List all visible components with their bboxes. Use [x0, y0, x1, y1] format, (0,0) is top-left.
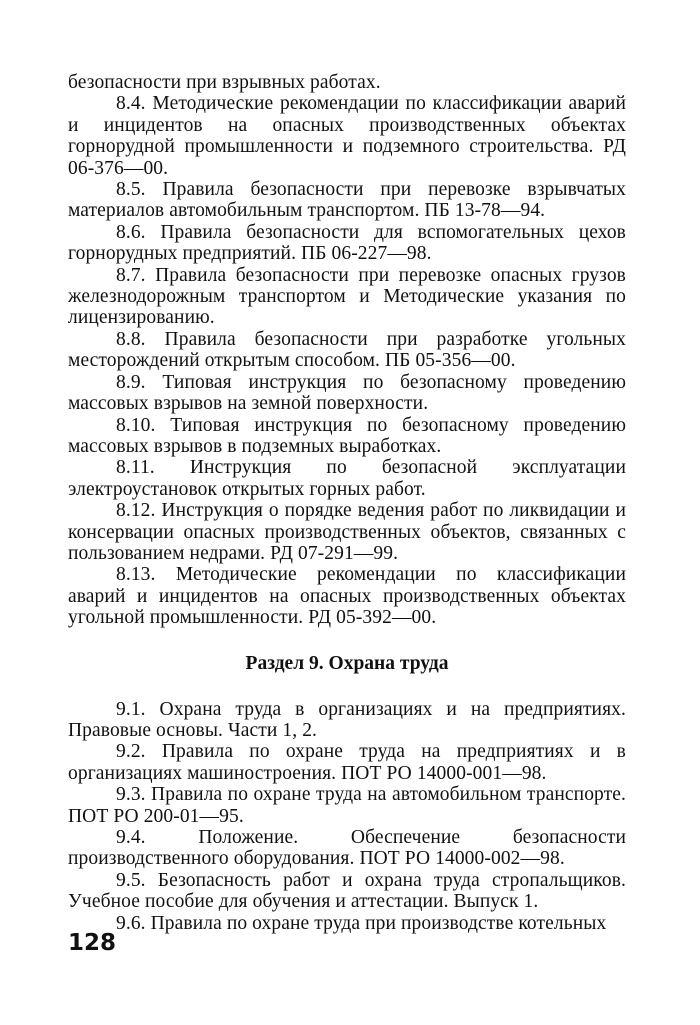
list-item-8-5: 8.5. Правила безопасности при перевозке взрывчатых материалов автомобильным транспортом. ПБ 13-78—94.: [68, 179, 626, 222]
list-item-9-3: 9.3. Правила по охране труда на автомобильном транспорте. ПОТ РО 200-01—95.: [68, 784, 626, 827]
list-item-8-8: 8.8. Правила безопасности при разработке угольных месторождений открытым способом. ПБ 05-356—00.: [68, 328, 626, 372]
list-item-8-12: 8.12. Инструкция о порядке ведения работ по ликвидации и консервации опасных производственных объектов, связанных с пользованием недрами. РД 07-291—99.: [68, 500, 626, 564]
list-item-8-11: 8.11. Инструкция по безопасной эксплуатации электроустановок открытых горных работ.: [68, 457, 626, 500]
section-heading: Раздел 9. Охрана труда: [245, 652, 449, 674]
list-item-9-5: 9.5. Безопасность работ и охрана труда стропальщиков. Учебное пособие для обучения и аттестации. Выпуск 1.: [68, 869, 626, 913]
list-item-8-4: 8.4. Методические рекомендации по классификации аварий и инцидентов на опасных производственных объектах горнорудной промышленности и подземного строительства. РД 06-376—00.: [68, 93, 626, 179]
list-item-8-6: 8.6. Правила безопасности для вспомогательных цехов горнорудных предприятий. ПБ 06-227—98.: [68, 221, 626, 265]
document-page: [68, 72, 626, 934]
list-item-8-7: 8.7. Правила безопасности при перевозке опасных грузов железнодорожным транспортом и Методические указания по лицензированию.: [68, 264, 626, 329]
list-item-8-13: 8.13. Методические рекомендации по классификации аварий и инцидентов на опасных производственных объектах угольной промышленности. РД 05-392—00.: [68, 564, 626, 629]
list-item-9-2: 9.2. Правила по охране труда на предприятиях и в организациях машиностроения. ПОТ РО 14000-001—98.: [68, 741, 626, 784]
list-item-9-4: 9.4. Положение. Обеспечение безопасности производственного оборудования. ПОТ РО 14000-002—98.: [68, 827, 626, 870]
list-item-9-1: 9.1. Охрана труда в организациях и на предприятиях. Правовые основы. Части 1, 2.: [68, 698, 626, 741]
list-item-8-10: 8.10. Типовая инструкция по безопасному проведению массовых взрывов в подземных выработках.: [68, 414, 626, 457]
page-number: 128: [68, 930, 117, 956]
paragraph-continuation: безопасности при взрывных работах.: [68, 72, 381, 93]
list-item-8-9: 8.9. Типовая инструкция по безопасному проведению массовых взрывов на земной поверхности.: [68, 371, 626, 415]
list-item-9-6: 9.6. Правила по охране труда при производстве котельных: [116, 912, 607, 934]
